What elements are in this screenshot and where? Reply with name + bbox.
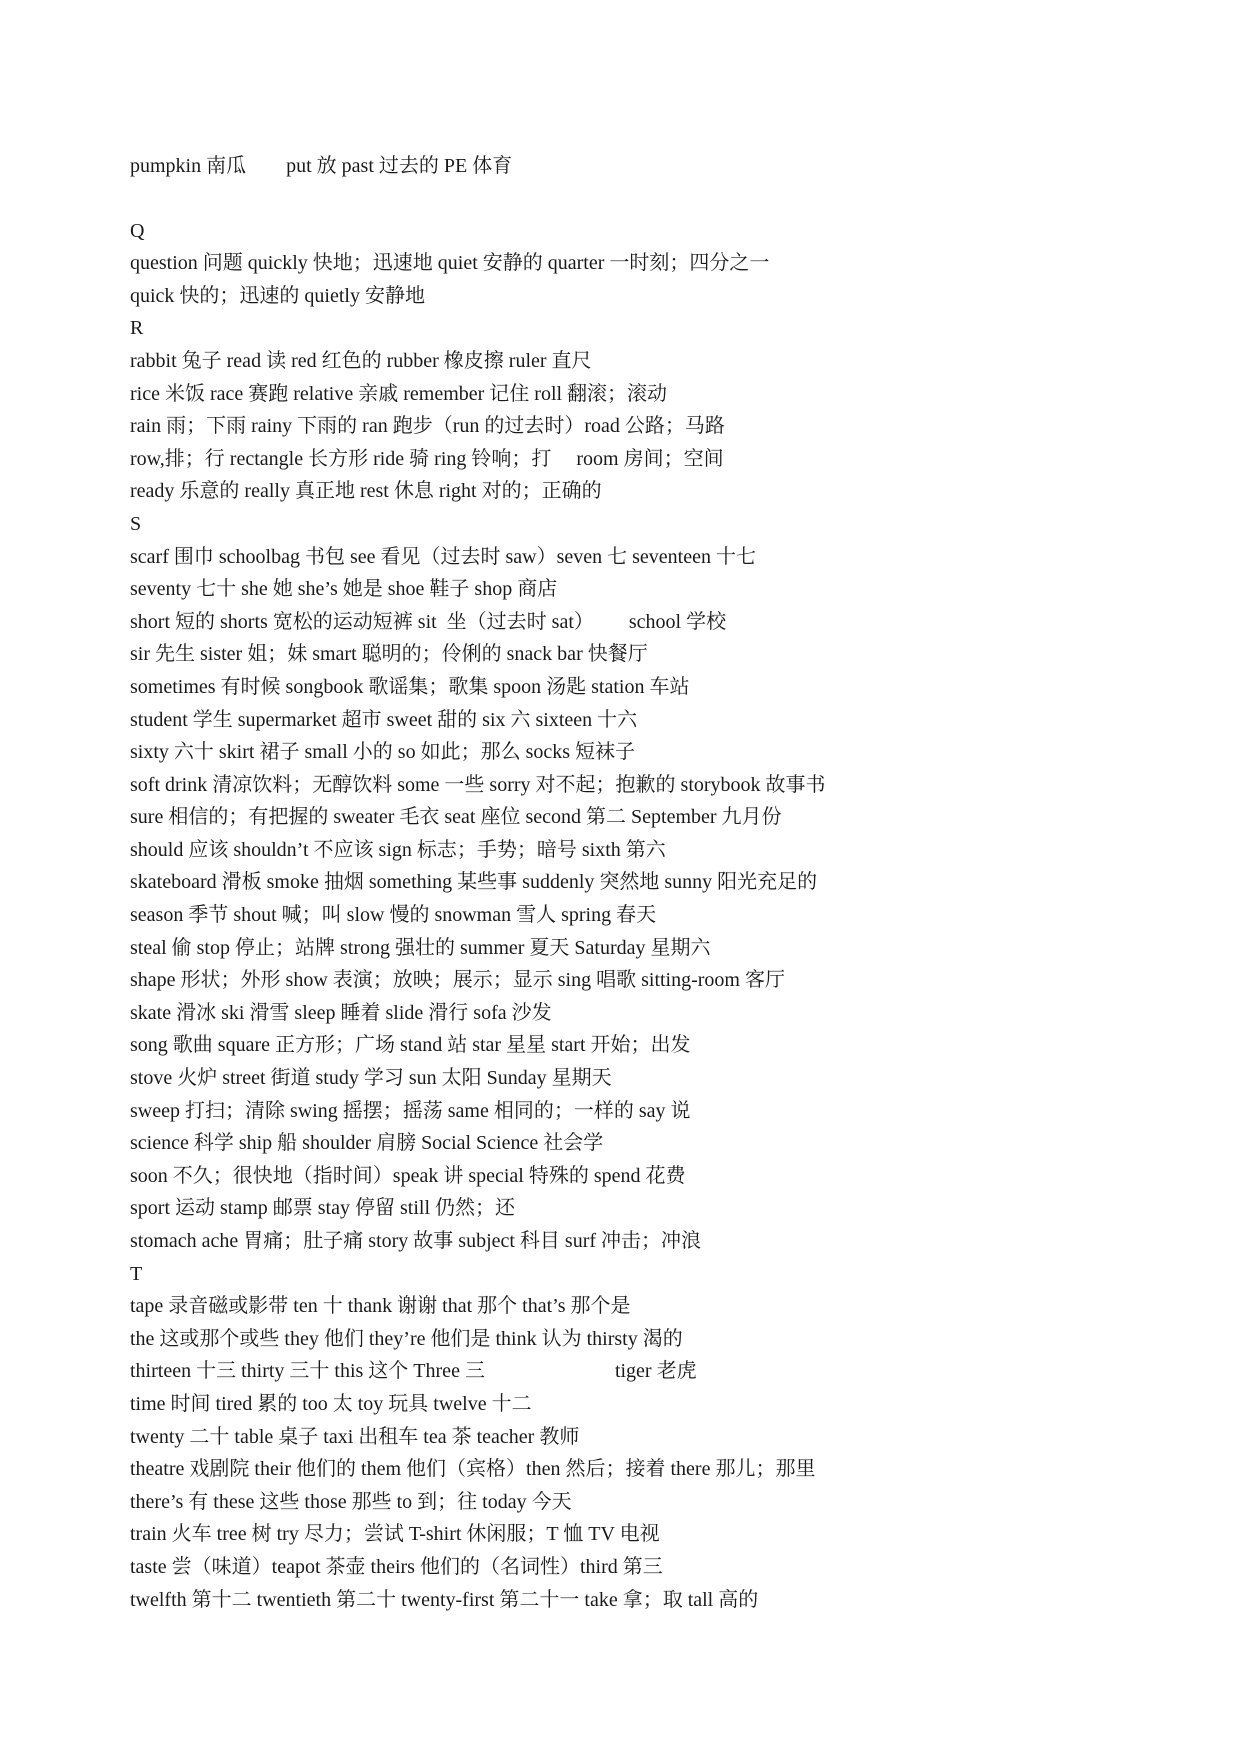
vocab-line: sweep 打扫；清除 swing 摇摆；摇荡 same 相同的；一样的 say 说 [130, 1099, 691, 1122]
vocab-line: there’s 有 these 这些 those 那些 to 到；往 today 今天 [130, 1490, 572, 1513]
vocab-line: ready 乐意的 really 真正地 rest 休息 right 对的；正确的 [130, 480, 602, 503]
vocab-line: should 应该 shouldn’t 不应该 sign 标志；手势；暗号 sixth 第六 [130, 838, 666, 861]
vocab-line: row,排；行 rectangle 长方形 ride 骑 ring 铃响；打 room 房间；空间 [130, 447, 724, 470]
vocab-line: skateboard 滑板 smoke 抽烟 something 某些事 suddenly 突然地 sunny 阳光充足的 [130, 871, 818, 894]
vocab-line: question 问题 quickly 快地；迅速地 quiet 安静的 quarter 一时刻；四分之一 [130, 252, 770, 275]
vocab-line: the 这或那个或些 they 他们 they’re 他们是 think 认为 thirsty 渴的 [130, 1327, 683, 1350]
vocabulary-list [130, 150, 1130, 1616]
section-letter-s: S [130, 512, 142, 535]
vocab-line: soft drink 清凉饮料；无醇饮料 some 一些 sorry 对不起；抱歉的 storybook 故事书 [130, 773, 826, 796]
vocab-line: sport 运动 stamp 邮票 stay 停留 still 仍然；还 [130, 1197, 515, 1220]
vocab-line: thirteen 十三 thirty 三十 this 这个 Three 三 tiger 老虎 [130, 1360, 697, 1383]
section-letter-q: Q [130, 219, 145, 242]
vocab-line: sometimes 有时候 songbook 歌谣集；歌集 spoon 汤匙 station 车站 [130, 675, 690, 698]
section-letter-t: T [130, 1262, 143, 1285]
vocab-line: taste 尝（味道）teapot 茶壶 theirs 他们的（名词性）third 第三 [130, 1555, 663, 1578]
vocab-line: stomach ache 胃痛；肚子痛 story 故事 subject 科目 surf 冲击；冲浪 [130, 1230, 702, 1252]
vocab-line: twelfth 第十二 twentieth 第二十 twenty-first 第二十一 take 拿；取 tall 高的 [130, 1588, 759, 1611]
vocab-line: tape 录音磁或影带 ten 十 thank 谢谢 that 那个 that’s 那个是 [130, 1295, 631, 1318]
vocab-line: theatre 戏剧院 their 他们的 them 他们（宾格）then 然后；接着 there 那儿；那里 [130, 1458, 816, 1481]
vocab-line: season 季节 shout 喊；叫 slow 慢的 snowman 雪人 spring 春天 [130, 904, 657, 927]
section-letter-r: R [130, 317, 144, 340]
vocab-line: stove 火炉 street 街道 study 学习 sun 太阳 Sunday 星期天 [130, 1067, 612, 1090]
vocab-line: skate 滑冰 ski 滑雪 sleep 睡着 slide 滑行 sofa 沙发 [130, 1001, 552, 1024]
vocab-line: seventy 七十 she 她 she’s 她是 shoe 鞋子 shop 商店 [130, 578, 558, 601]
vocab-line: science 科学 ship 船 shoulder 肩膀 Social Science 社会学 [130, 1132, 604, 1155]
vocab-line: student 学生 supermarket 超市 sweet 甜的 six 六 sixteen 十六 [130, 708, 638, 731]
vocab-line: shape 形状；外形 show 表演；放映；展示；显示 sing 唱歌 sitting-room 客厅 [130, 969, 785, 992]
vocab-line: pumpkin 南瓜 put 放 past 过去的 PE 体育 [130, 155, 513, 177]
vocab-line: rain 雨；下雨 rainy 下雨的 ran 跑步（run 的过去时）road 公路；马路 [130, 415, 725, 438]
vocab-line: soon 不久；很快地（指时间）speak 讲 special 特殊的 spend 花费 [130, 1164, 686, 1187]
vocab-line: twenty 二十 table 桌子 taxi 出租车 tea 茶 teacher 教师 [130, 1425, 580, 1448]
vocab-line: steal 偷 stop 停止；站牌 strong 强壮的 summer 夏天 Saturday 星期六 [130, 936, 711, 959]
vocab-line: sir 先生 sister 姐；妹 smart 聪明的；伶俐的 snack bar 快餐厅 [130, 643, 648, 666]
vocab-line: time 时间 tired 累的 too 太 toy 玩具 twelve 十二 [130, 1392, 532, 1415]
vocab-line: train 火车 tree 树 try 尽力；尝试 T-shirt 休闲服；T 恤 TV 电视 [130, 1523, 660, 1546]
vocab-line: song 歌曲 square 正方形；广场 stand 站 star 星星 start 开始；出发 [130, 1034, 691, 1057]
vocab-line: sixty 六十 skirt 裙子 small 小的 so 如此；那么 socks 短袜子 [130, 741, 636, 764]
vocab-line: scarf 围巾 schoolbag 书包 see 看见（过去时 saw）seven 七 seventeen 十七 [130, 545, 756, 568]
vocab-line: quick 快的；迅速的 quietly 安静地 [130, 284, 425, 307]
vocab-line: short 短的 shorts 宽松的运动短裤 sit 坐（过去时 sat） school 学校 [130, 610, 727, 633]
vocab-line: rabbit 兔子 read 读 red 红色的 rubber 橡皮擦 ruler 直尺 [130, 349, 592, 372]
vocab-line: rice 米饭 race 赛跑 relative 亲戚 remember 记住 roll 翻滚；滚动 [130, 382, 668, 405]
vocab-line: sure 相信的；有把握的 sweater 毛衣 seat 座位 second 第二 September 九月份 [130, 806, 782, 829]
